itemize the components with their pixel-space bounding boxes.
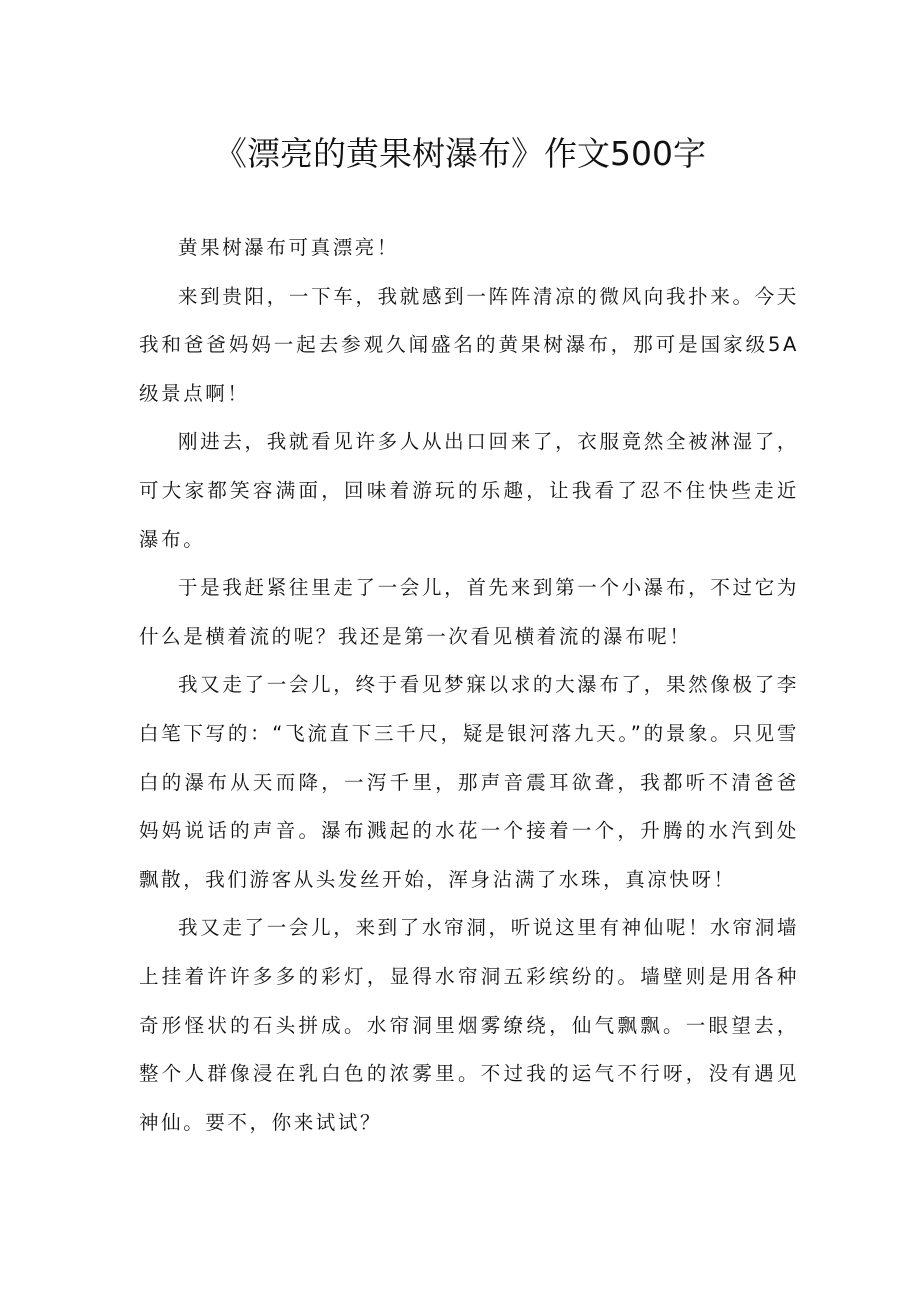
article-body — [139, 224, 799, 1147]
paragraph: 黄果树瀑布可真漂亮！ — [178, 236, 400, 259]
document-title: 《漂亮的黄果树瀑布》作文500字 — [214, 134, 706, 173]
paragraph: 于是我赶紧往里走了一会儿，首先来到第一个小瀑布，不过它为什么是横着流的呢？我还是第一次看见横着流的瀑布呢！ — [139, 576, 799, 648]
paragraph: 来到贵阳，一下车，我就感到一阵阵清凉的微风向我扑来。今天我和爸爸妈妈一起去参观久闻盛名的黄果树瀑布，那可是国家级5A级景点啊！ — [139, 284, 799, 405]
paragraph: 我又走了一会儿，终于看见梦寐以求的大瀑布了，果然像极了李白笔下写的：“飞流直下三千尺，疑是银河落九天。”的景象。只见雪白的瀑布从天而降，一泻千里，那声音震耳欲聋，我都听不清爸爸妈妈说话的声音。瀑布溅起的水花一个接着一个，升腾的水汽到处飘散，我们游客从头发丝开始，浑身沾满了水珠，真凉快呀！ — [139, 673, 799, 891]
paragraph: 我又走了一会儿，来到了水帘洞，听说这里有神仙呢！水帘洞墙上挂着许许多多的彩灯，显得水帘洞五彩缤纷的。墙壁则是用各种奇形怪状的石头拼成。水帘洞里烟雾缭绕，仙气飘飘。一眼望去，整个人群像浸在乳白色的浓雾里。不过我的运气不行呀，没有遇见神仙。要不，你来试试？ — [139, 916, 799, 1134]
paragraph: 刚进去，我就看见许多人从出口回来了，衣服竟然全被淋湿了，可大家都笑容满面，回味着游玩的乐趣，让我看了忍不住快些走近瀑布。 — [139, 430, 799, 551]
